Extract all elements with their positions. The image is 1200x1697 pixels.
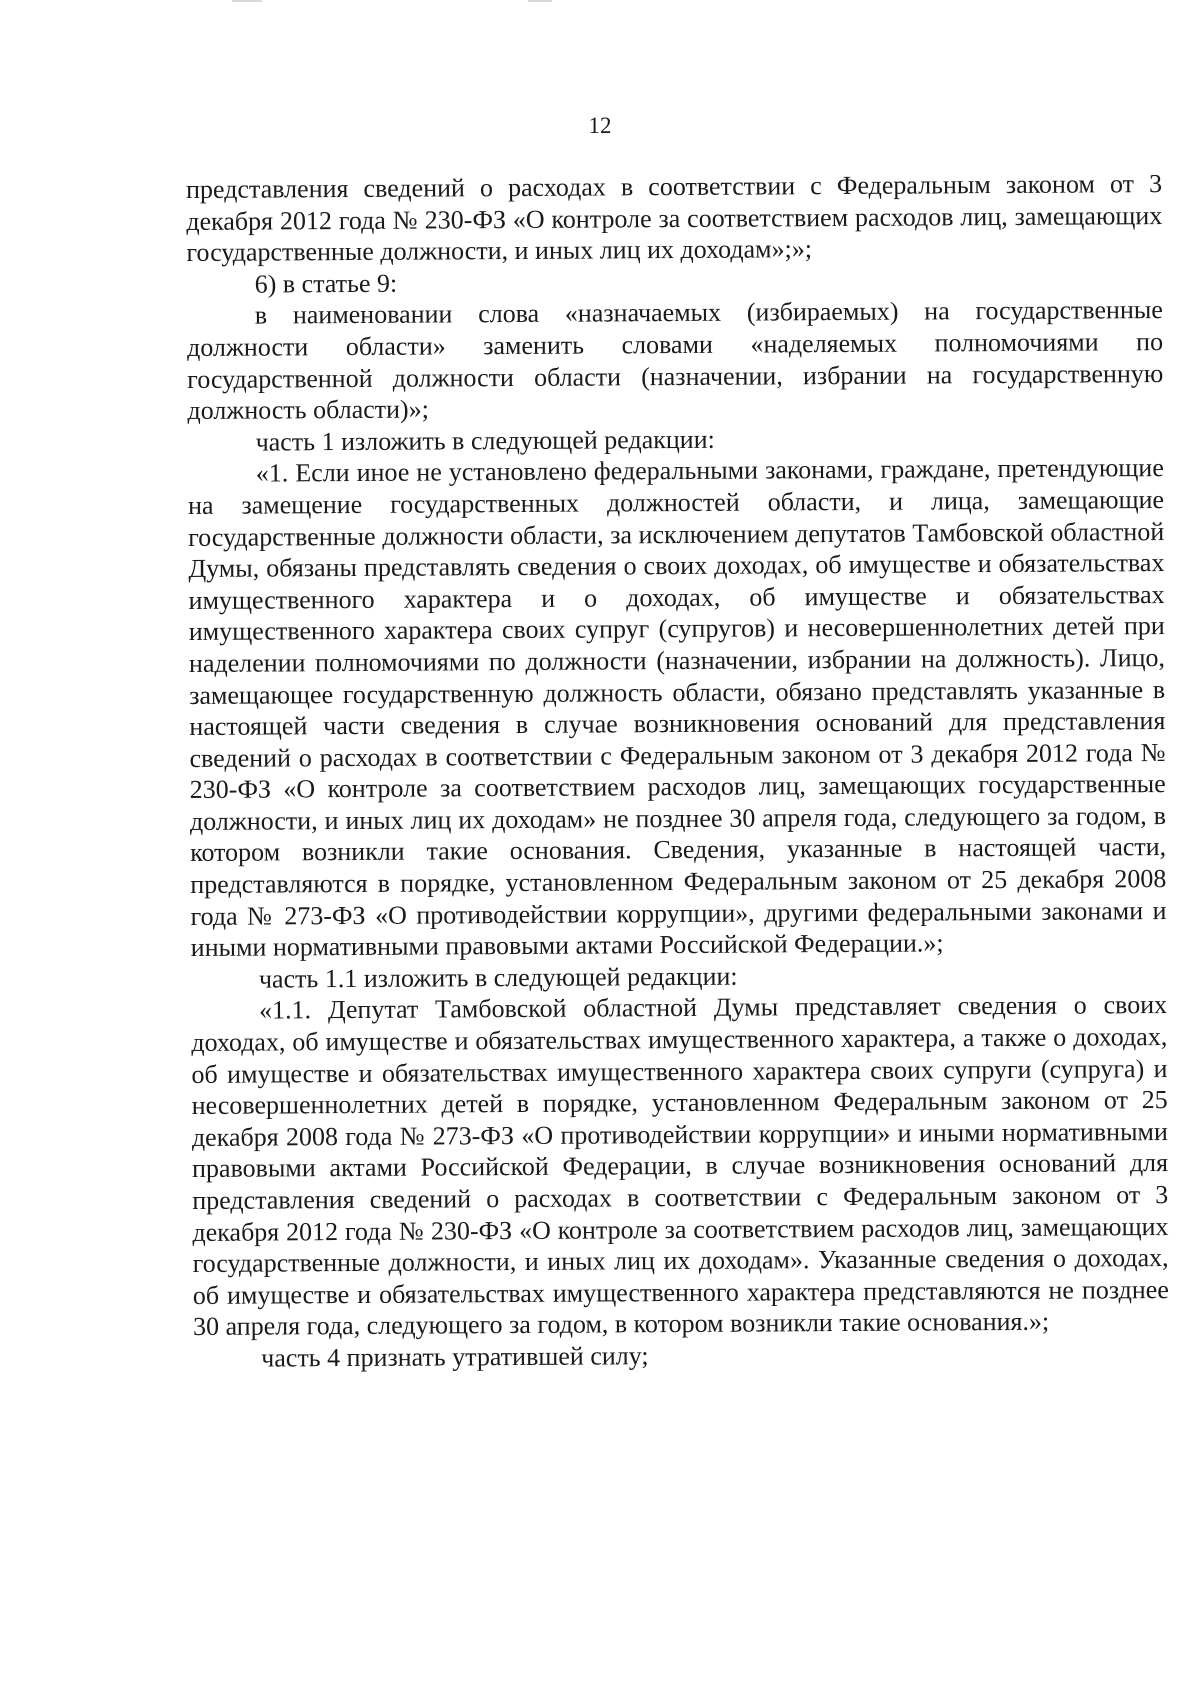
- scan-artifact: [232, 0, 262, 2]
- paragraph-part-1-intro: часть 1 изложить в следующей редакции:: [255, 424, 715, 457]
- paragraph-part-4-repeal: часть 4 признать утратившей силу;: [261, 1341, 649, 1373]
- paragraph-title-amendment: в наименовании слова «назначаемых (избираемых) на государственные должности области» заменить словами «наделяемых полномочиями по государственной должности области (назначении, избрании на государственную должность области)»;: [186, 295, 1164, 426]
- paragraph-article-9-heading: 6) в статье 9:: [254, 268, 398, 299]
- paragraph-part-1-text: «1. Если иное не установлено федеральными законами, граждане, претендующие на замещение государственных должностей области, и лица, замещающие государственные должности области, за исключением депутатов Тамбовской областной Думы, обязаны представлять сведения о своих доходах, об имуществе и обязательствах имущественного характера и о доходах, об имуществе и обязательствах имущественного характера своих супруг (супругов) и несовершеннолетних детей при наделении полномочиями по должности (назначении, избрании на должность). Лицо, замещающее государственную должность области, обязано представлять указанные в настоящей части сведения в случае возникновения оснований для представления сведений о расходах в соответствии с Федеральным законом от 3 декабря 2012 года № 230-ФЗ «О контроле за соответствием расходов лиц, замещающих государственные должности, и иных лиц их доходам» не позднее 30 апреля года, следующего за годом, в котором возникли такие основания. Сведения, указанные в настоящей части, представляются в порядке, установленном Федеральным законом от 25 декабря 2008 года № 273-ФЗ «О противодействии коррупции», другими федеральными законами и иными нормативными правовыми актами Российской Федерации.»;: [187, 453, 1167, 963]
- scan-artifact: [528, 0, 552, 2]
- document-body: [186, 168, 1169, 1375]
- paragraph-continuation: представления сведений о расходах в соответствии с Федеральным законом от 3 декабря 2012 года № 230-ФЗ «О контроле за соответствием расходов лиц, замещающих государственные должности, и иных лиц их доходам»;»;: [186, 169, 1163, 268]
- page-number: 12: [588, 113, 612, 138]
- paragraph-part-1-1-text: «1.1. Депутат Тамбовской областной Думы представляет сведения о своих доходах, об имуществе и обязательствах имущественного характера, а также о доходах, об имуществе и обязательствах имущественного характера своих супруги (супруга) и несовершеннолетних детей в порядке, установленном Федеральным законом от 25 декабря 2008 года № 273-ФЗ «О противодействии коррупции» и иными нормативными правовыми актами Российской Федерации, в случае возникновения оснований для представления сведений о расходах в соответствии с Федеральным законом от 3 декабря 2012 года № 230-ФЗ «О контроле за соответствием расходов лиц, замещающих государственные должности, и иных лиц их доходам». Указанные сведения о доходах, об имуществе и обязательствах имущественного характера представляются не позднее 30 апреля года, следующего за годом, в котором возникли такие основания.»;: [191, 990, 1169, 1342]
- paragraph-part-1-1-intro: часть 1.1 изложить в следующей редакции:: [258, 961, 738, 994]
